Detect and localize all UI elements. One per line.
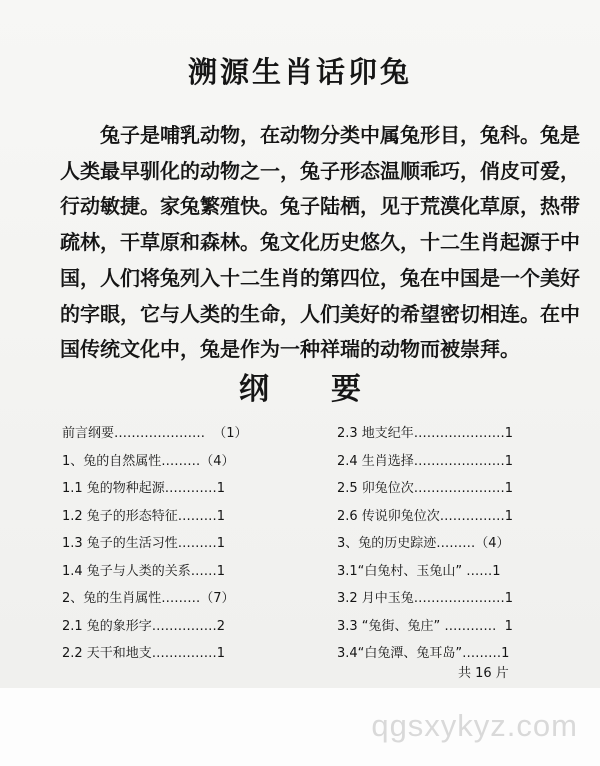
toc-item: 2.4 生肖选择…………………1 [337,453,514,469]
toc-item: 3.4“白兔潭、兔耳岛”………1 [337,646,510,661]
toc-item: 1、兔的自然属性………（4） [62,453,235,469]
toc-item: 2.1 兔的象形字……………2 [62,618,226,634]
toc-item: 3.1“白兔村、玉兔山” ……1 [337,563,501,579]
page-count: 共 16 片 [458,666,509,681]
outline-heading-char-1: 纲 [239,372,269,407]
outline-heading-char-2: 要 [331,372,361,407]
toc-item: 1.2 兔子的形态特征………1 [62,508,226,524]
page-title: 溯源生肖话卯兔 [187,55,412,89]
toc-item: 前言纲要………………… （1） [62,426,248,441]
intro-paragraph: 兔子是哺乳动物，在动物分类中属兔形目，兔科。兔是人类最早驯化的动物之一，兔子形态温顺乖巧，俏皮可爱，行动敏捷。家兔繁殖快。兔子陆栖，见于荒漠化草原，热带疏林，干草原和森林。兔文化历史悠久，十二生肖起源于中国，人们将兔列入十二生肖的第四位，兔在中国是一个美好的字眼，它与人类的生命，人们美好的希望密切相连。在中国传统文化中，兔是作为一种祥瑞的动物而被崇拜。 [60,123,580,362]
toc-item: 2.2 天干和地支……………1 [62,646,226,661]
toc-item: 2.3 地支纪年…………………1 [337,426,514,441]
toc-right-column [337,420,557,668]
toc-item: 3.2 月中玉兔…………………1 [337,591,514,606]
toc-item: 1.3 兔子的生活习性………1 [62,536,226,551]
toc-item: 3、兔的历史踪迹………（4） [337,536,510,551]
outline-heading [0,364,600,408]
toc-item: 1.1 兔的物种起源…………1 [62,481,226,496]
toc-item: 2.6 传说卯兔位次……………1 [337,508,514,524]
toc-item: 2、兔的生肖属性………（7） [62,591,235,606]
watermark-text: qgsxykyz.com [371,708,578,743]
toc-item: 3.3 “兔街、兔庄” ………… 1 [337,618,513,634]
toc-left-column [62,420,282,668]
toc-item: 2.5 卯兔位次…………………1 [337,481,514,496]
toc-item: 1.4 兔子与人类的关系……1 [62,563,226,579]
